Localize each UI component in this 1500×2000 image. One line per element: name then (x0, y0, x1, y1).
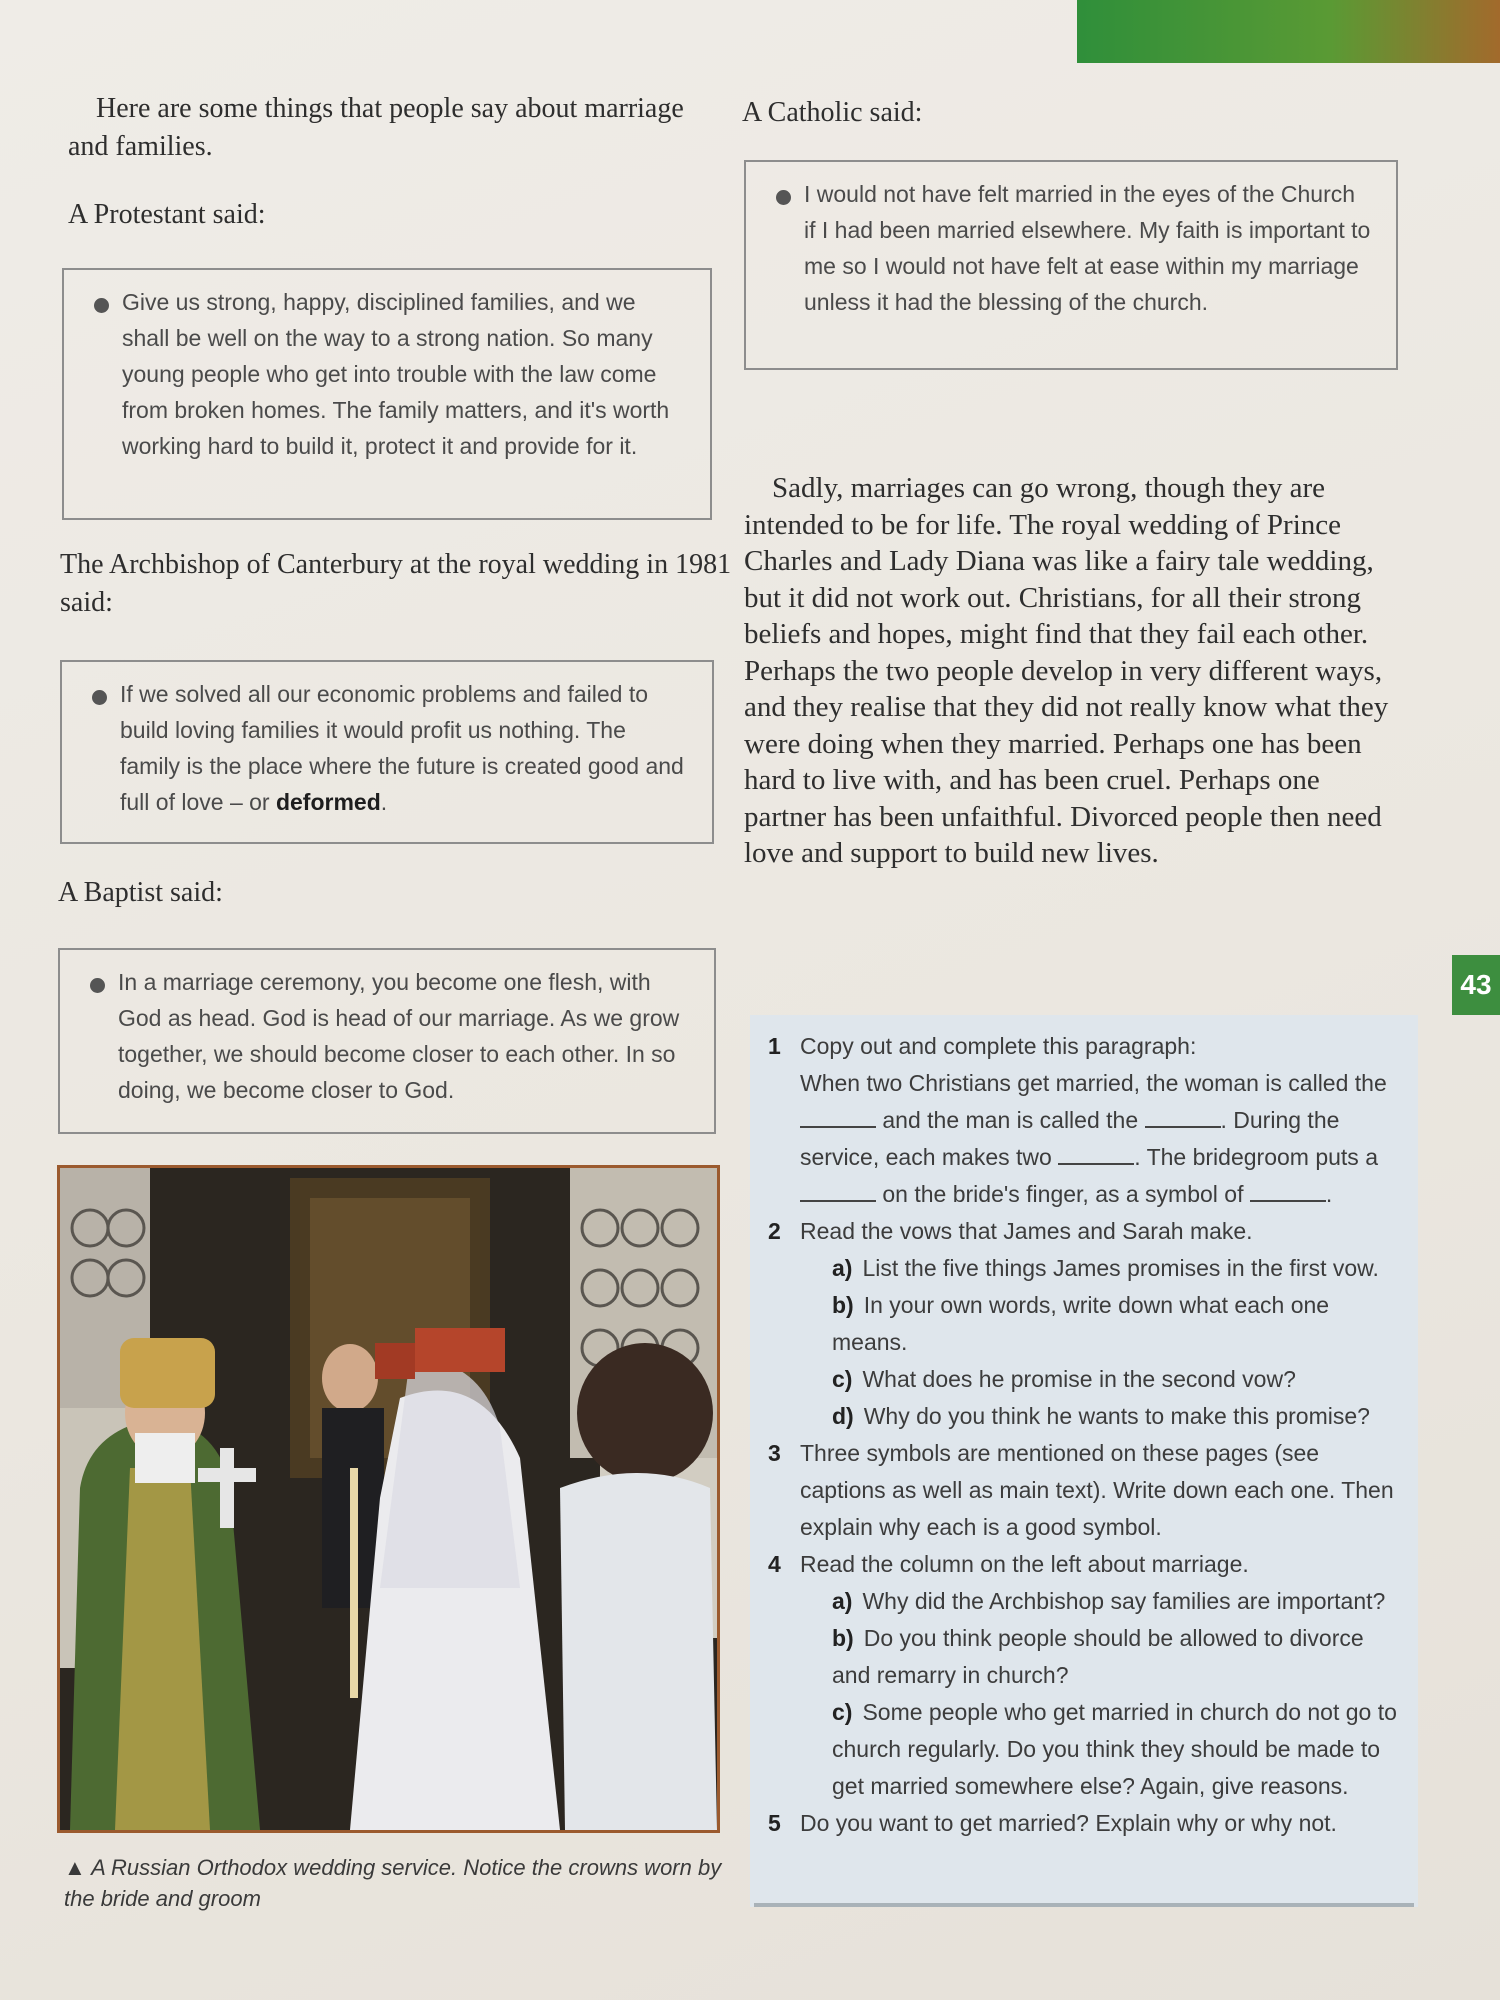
bold-word-deformed: deformed (275, 789, 381, 815)
question-number: 5 (768, 1810, 781, 1836)
question-3-text: Three symbols are mentioned on these pages (see captions as well as main text). Write down each one. Then explain why each is a good symbol. (800, 1440, 1394, 1540)
photo-caption (64, 1852, 734, 1914)
question-2 (768, 1213, 1400, 1250)
caption-text: A Russian Orthodox wedding service. Notice the crowns worn by the bride and groom (64, 1855, 722, 1911)
question-number: 1 (768, 1033, 781, 1059)
archbishop-quote-box (60, 660, 714, 844)
bullet-icon (94, 298, 109, 313)
baptist-quote-box (58, 948, 716, 1134)
archbishop-quote-text: If we solved all our economic problems and failed to build loving families it would profit us nothing. The family is the place where the future is created good and full of love – or (120, 681, 684, 815)
catholic-quote-box (744, 160, 1398, 370)
questions-panel (750, 1015, 1418, 1907)
question-1 (768, 1028, 1400, 1213)
question-2d: d) Why do you think he wants to make this promise? (832, 1403, 1370, 1429)
protestant-quote-box (62, 268, 712, 520)
question-4a: a) Why did the Archbishop say families are important? (832, 1588, 1386, 1614)
answer-blank (1145, 1106, 1221, 1128)
question-2-text: Read the vows that James and Sarah make. (800, 1218, 1253, 1244)
intro-text: Here are some things that people say about marriage and families. (68, 93, 684, 162)
question-4c: c) Some people who get married in church do not go to church regularly. Do you think they should be made to get married somewhere else? Again, give reasons. (832, 1699, 1397, 1799)
question-4-text: Read the column on the left about marriage. (800, 1551, 1249, 1577)
question-number: 4 (768, 1551, 781, 1577)
question-5 (768, 1805, 1400, 1842)
catholic-label: A Catholic said: (742, 97, 923, 128)
archbishop-label: The Archbishop of Canterbury at the royal wedding in 1981 said: (60, 549, 732, 618)
wedding-photo (57, 1165, 720, 1833)
question-2b: b) In your own words, write down what each one means. (832, 1292, 1330, 1355)
page-number: 43 (1452, 955, 1500, 1015)
bullet-icon (776, 190, 791, 205)
answer-blank (1250, 1180, 1326, 1202)
question-3 (768, 1435, 1400, 1546)
question-2a: a) List the five things James promises in the first vow. (832, 1255, 1379, 1281)
question-1-title: Copy out and complete this paragraph: (800, 1033, 1197, 1059)
bullet-icon (92, 690, 107, 705)
header-color-tab (1077, 0, 1500, 63)
main-text: Sadly, marriages can go wrong, though they are intended to be for life. The royal wedding of Prince Charles and Lady Diana was like a fairy tale wedding, but it did not work out. Christians, for all their strong beliefs and hopes, might find that they fail each other. Perhaps the two people develop in very different ways, and they realise that they did not really know what they were doing when they married. Perhaps one has been hard to live with, and has been cruel. Perhaps one partner has been unfaithful. Divorced people then need love and support to build new lives. (744, 472, 1389, 869)
triangle-icon: ▲ (64, 1855, 86, 1880)
answer-blank (1058, 1143, 1134, 1165)
bullet-icon (90, 978, 105, 993)
panel-bottom-rule (754, 1903, 1414, 1907)
baptist-quote-text: In a marriage ceremony, you become one flesh, with God as head. God is head of our marriage. As we grow together, we should become closer to each other. In so doing, we become closer to God. (118, 969, 680, 1103)
baptist-label: A Baptist said: (58, 877, 223, 908)
answer-blank (800, 1180, 876, 1202)
protestant-label: A Protestant said: (68, 199, 266, 230)
question-1-paragraph: When two Christians get married, the woman is called the and the man is called the . During the service, each makes two . The bridegroom puts a on the bride's finger, as a symbol of . (800, 1070, 1387, 1207)
russian-orthodox-wedding-image (60, 1168, 717, 1830)
archbishop-quote-end: . (380, 789, 388, 815)
question-number: 3 (768, 1440, 781, 1466)
question-5-text: Do you want to get married? Explain why or why not. (800, 1810, 1337, 1836)
catholic-quote-text: I would not have felt married in the eyes of the Church if I had been married elsewhere. My faith is important to me so I would not have felt at ease within my marriage unless it had the blessing of the church. (804, 181, 1371, 315)
question-2c: c) What does he promise in the second vow? (832, 1366, 1296, 1392)
question-number: 2 (768, 1218, 781, 1244)
question-4b: b) Do you think people should be allowed to divorce and remarry in church? (832, 1625, 1364, 1688)
question-4 (768, 1546, 1400, 1583)
protestant-quote-text: Give us strong, happy, disciplined families, and we shall be well on the way to a strong nation. So many young people who get into trouble with the law come from broken homes. The family matters, and it's worth working hard to build it, protect it and provide for it. (122, 289, 670, 459)
answer-blank (800, 1106, 876, 1128)
